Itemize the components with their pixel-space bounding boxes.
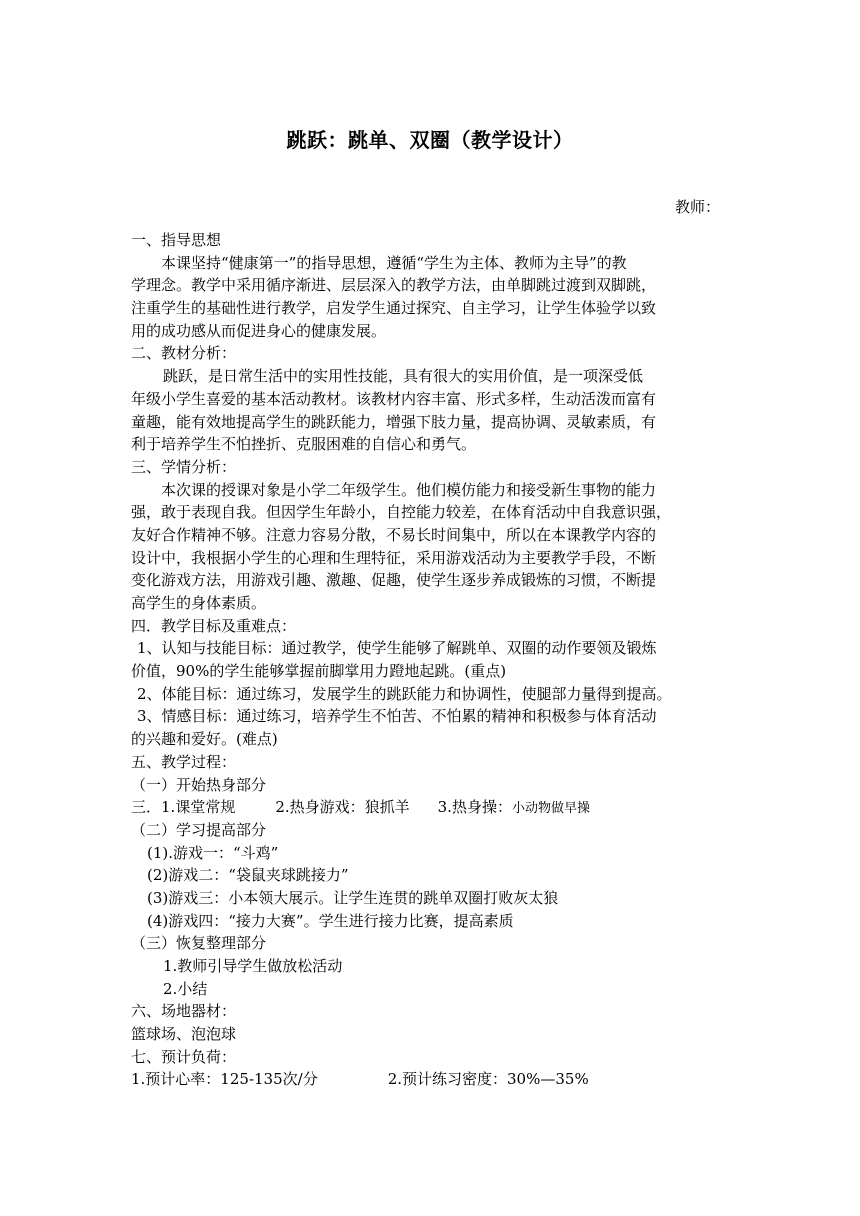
- warmup-row: [131, 796, 738, 819]
- goal-line: 1、认知与技能目标：通过教学，使学生能够了解跳单、双圈的动作要领及锻炼: [137, 639, 657, 658]
- paragraph-line: 本次课的授课对象是小学二年级学生。他们模仿能力和接受新生事物的能力: [161, 480, 657, 499]
- paragraph-line: 注重学生的基础性进行教学，启发学生通过探究、自主学习，让学生体验学以致: [131, 299, 657, 318]
- section-heading: 一、指导思想: [131, 231, 222, 249]
- paragraph-line: 童趣，能有效地提高学生的跳跃能力，增强下肢力量，提高协调、灵敏素质，有: [131, 412, 657, 431]
- game-item: (4)游戏四：“接力大赛”。学生进行接力比赛，提高素质: [147, 911, 514, 930]
- goal-line: 价值，90%的学生能够掌握前脚掌用力蹬地起跳。(重点): [131, 662, 507, 681]
- document-body: [131, 229, 738, 1091]
- paragraph-line: 学理念。教学中采用循序渐进、层层深入的教学方法，由单脚跳过渡到双脚跳，: [131, 276, 657, 295]
- cooldown-item: 2.小结: [163, 979, 208, 998]
- subsection-heading: （三）恢复整理部分: [131, 934, 267, 953]
- paragraph-line: 变化游戏方法，用游戏引趣、激趣、促趣，使学生逐步养成锻炼的习惯，不断提: [131, 571, 657, 590]
- section-heading: 五、教学过程：: [131, 752, 237, 771]
- section-heading: 二、教材分析：: [131, 344, 237, 363]
- paragraph-line: 利于培养学生不怕挫折、克服困难的自信心和勇气。: [131, 435, 477, 454]
- warmup-item: 1.课堂常规: [161, 798, 236, 817]
- cooldown-item: 1.教师引导学生做放松活动: [163, 957, 343, 975]
- warmup-item-value: 小动物做早操: [511, 801, 590, 817]
- subsection-heading: （一）开始热身部分: [131, 775, 267, 794]
- goal-line: 2、体能目标：通过练习，发展学生的跳跃能力和协调性，使腿部力量得到提高。: [137, 684, 672, 703]
- game-item: (3)游戏三：小本领大展示。让学生连贯的跳单双圈打败灰太狼: [147, 888, 559, 907]
- paragraph-line: 年级小学生喜爱的基本活动教材。该教材内容丰富、形式多样，生动活泼而富有: [131, 389, 657, 408]
- paragraph-line: 本课坚持“健康第一”的指导思想，遵循“学生为主体、教师为主导”的教: [161, 253, 627, 272]
- warmup-item: 3.热身操：: [437, 798, 512, 817]
- section-heading: 七、预计负荷：: [131, 1047, 237, 1066]
- subsection-heading: （二）学习提高部分: [131, 820, 267, 839]
- density-item: 2.预计练习密度：30%—35%: [387, 1070, 589, 1089]
- paragraph-line: 高学生的身体素质。: [131, 594, 267, 612]
- section-heading: 六、场地器材：: [131, 1002, 237, 1021]
- warmup-prefix: 三．: [131, 798, 162, 817]
- section-heading: 四．教学目标及重难点：: [131, 616, 297, 635]
- paragraph-line: 设计中，我根据小学生的心理和生理特征，采用游戏活动为主要教学手段，不断: [131, 548, 657, 567]
- document-title: 跳跃：跳单、双圈（教学设计）: [286, 128, 574, 152]
- goal-line: 的兴趣和爱好。(难点): [131, 730, 278, 749]
- load-row: [131, 1068, 738, 1091]
- teacher-label: 教师：: [674, 198, 720, 216]
- paragraph-line: 强，敢于表现自我。但因学生年龄小，自控能力较差，在体育活动中自我意识强，: [131, 503, 672, 522]
- game-item: (1).游戏一：“斗鸡”: [147, 843, 279, 862]
- section-heading: 三、学情分析：: [131, 457, 237, 476]
- equipment-line: 篮球场、泡泡球: [131, 1025, 237, 1044]
- goal-line: 3、情感目标：通过练习，培养学生不怕苦、不怕累的精神和积极参与体育活动: [137, 707, 657, 726]
- paragraph-line: 用的成功感从而促进身心的健康发展。: [131, 321, 387, 340]
- heart-rate-item: 1.预计心率：125-135次/分: [131, 1070, 318, 1089]
- paragraph-line: 友好合作精神不够。注意力容易分散，不易长时间集中，所以在本课教学内容的: [131, 525, 657, 544]
- paragraph-line: 跳跃，是日常生活中的实用性技能，具有很大的实用价值，是一项深受低: [163, 367, 644, 386]
- warmup-item: 2.热身游戏：狼抓羊: [275, 798, 410, 817]
- game-item: (2)游戏二：“袋鼠夹球跳接力”: [147, 866, 349, 885]
